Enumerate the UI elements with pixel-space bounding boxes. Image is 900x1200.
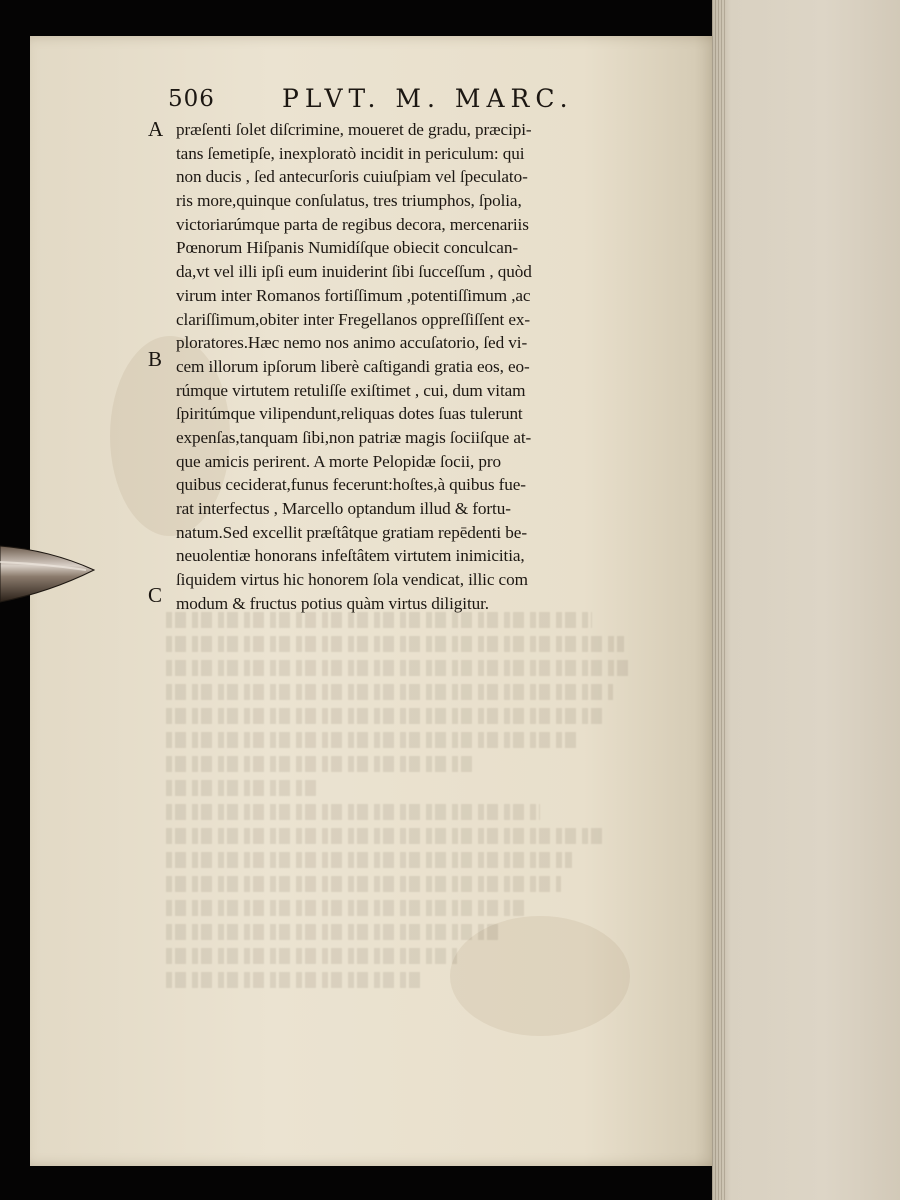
show-through-text bbox=[166, 612, 686, 1042]
text-line: ſiquidem virtus hic honorem ſola vendicat, illic com bbox=[176, 570, 528, 590]
text-line: quibus ceciderat,funus fecerunt:hoſtes,à quibus fue- bbox=[176, 475, 526, 495]
margin-marker-a: A bbox=[148, 117, 164, 141]
text-line: præſenti ſolet diſcrimine, moueret de gradu, præcipi- bbox=[176, 120, 532, 139]
body-text bbox=[176, 118, 666, 615]
page-number: 506 bbox=[168, 86, 215, 112]
text-line: rat interfectus , Marcello optandum illud & fortu- bbox=[176, 499, 511, 518]
text-line: expenſas,tanquam ſibi,non patriæ magis ſociiſque at- bbox=[176, 427, 532, 447]
text-line: neuolentiæ honorans infeſtâtem virtutem inimicitia, bbox=[176, 546, 525, 566]
text-line: non ducis , ſed antecurſoris cuiuſpiam vel ſpeculato- bbox=[176, 167, 528, 187]
text-line: natum.Sed excellit præſtâtque gratiam repēdenti be- bbox=[176, 522, 527, 542]
text-line: virum inter Romanos fortiſſimum ,potentiſſimum ,ac bbox=[176, 285, 531, 305]
margin-marker-b: B bbox=[148, 347, 163, 371]
margin-marker-c: C bbox=[148, 583, 163, 607]
running-title: PLVT. M. MARC. bbox=[282, 84, 574, 113]
text-line: que amicis perirent. A morte Pelopidæ ſocii, pro bbox=[176, 451, 502, 471]
page-stack-edge bbox=[712, 0, 726, 1200]
bookmark-pointer-icon bbox=[0, 540, 100, 610]
text-line: ris more,quinque conſulatus, tres triumphos, ſpolia, bbox=[176, 191, 522, 211]
text-line: ſpiritúmque vilipendunt,reliquas dotes ſuas tulerunt bbox=[176, 404, 523, 424]
text-line: cem illorum ipſorum liberè caſtigandi gratia eos, eo- bbox=[176, 356, 530, 376]
text-line: Pœnorum Hiſpanis Numidíſque obiecit conculcan- bbox=[176, 238, 518, 258]
text-line: victoriarúmque parta de regibus decora, mercenariis bbox=[176, 214, 529, 234]
text-line: da,vt vel illi ipſi eum inuiderint ſibi ſucceſſum , quòd bbox=[176, 262, 532, 282]
facing-page-edge bbox=[712, 0, 900, 1200]
text-line: ploratores.Hæc nemo nos animo accuſatorio, ſed vi- bbox=[176, 333, 528, 353]
text-line: clariſſimum,obiter inter Fregellanos oppreſſiſſent ex- bbox=[176, 309, 531, 329]
text-line: rúmque virtutem retuliſſe exiſtimet , cui, dum vitam bbox=[176, 380, 526, 400]
text-line: modum & fructus potius quàm virtus diligitur. bbox=[176, 593, 489, 613]
page-header bbox=[168, 84, 574, 118]
text-line: tans ſemetipſe, inexploratò incidit in periculum: qui bbox=[176, 143, 525, 163]
